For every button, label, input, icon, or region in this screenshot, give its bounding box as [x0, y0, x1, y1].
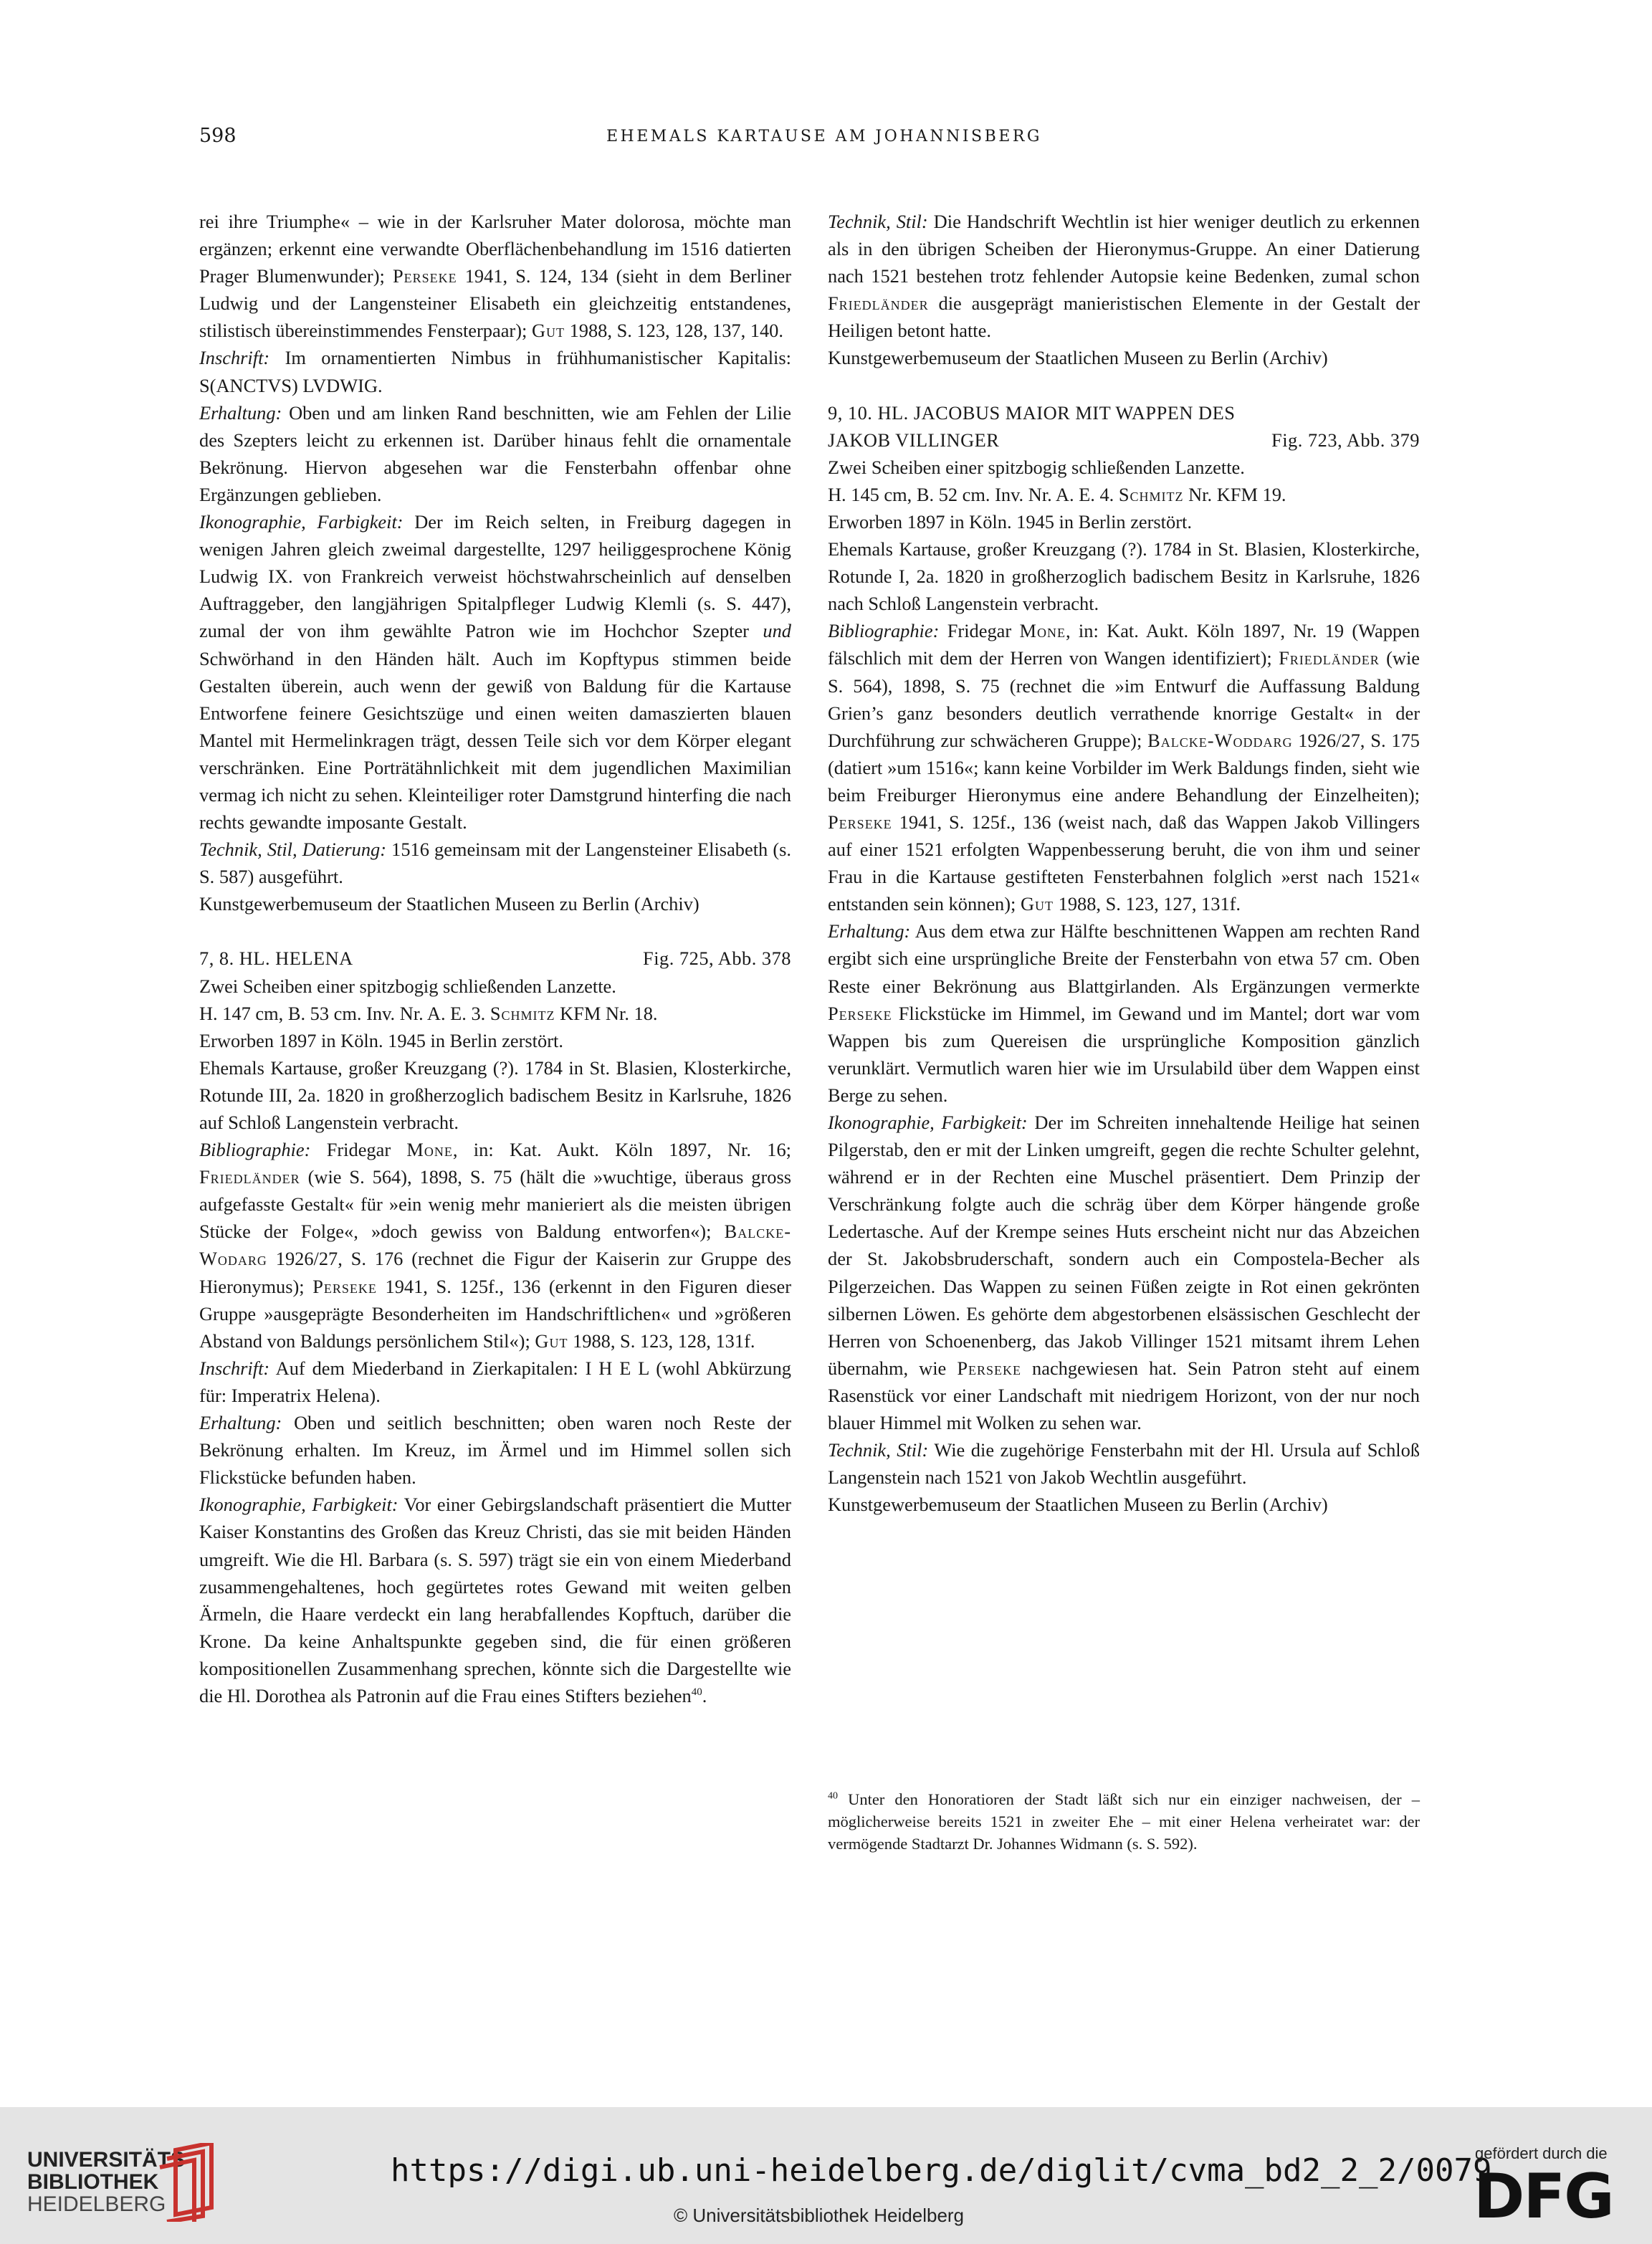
copyright-notice: © Universitätsbibliothek Heidelberg	[674, 2205, 965, 2226]
library-name[interactable]: UNIVERSITÄTS- BIBLIOTHEK HEIDELBERG	[27, 2148, 193, 2216]
archive-note: Kunstgewerbemuseum der Staatlichen Museen zu Berlin (Archiv)	[828, 1494, 1328, 1516]
paragraph: rei ihre Triumphe« – wie in der Karlsruher Mater dolorosa, möchte man ergänzen; erkennt eine verwandte Oberflächenbehandlung im 1516 datierten Prager Blumenwunder); Perseke 1941, S. 124, 134 (sieht in dem Berliner Ludwig und der Langensteiner Elisabeth ein gleichzeitig entstandenes, stilistisch übereinstimmendes Fensterpaar); Gut 1988, S. 123, 128, 137, 140.	[199, 211, 792, 342]
technique-paragraph: Technik, Stil: Wie die zugehörige Fensterbahn mit der Hl. Ursula auf Schloß Langenstein nach 1521 von Jakob Wechtlin ausgeführt.	[828, 1439, 1421, 1489]
entry-line: Zwei Scheiben einer spitzbogig schließenden Lanzette.	[199, 975, 616, 997]
entry-heading-jacobus: 9, 10. HL. JACOBUS MAIOR MIT WAPPEN DES	[828, 401, 1236, 424]
page-number: 598	[199, 125, 237, 147]
right-column	[828, 208, 1420, 1518]
technique-paragraph: Technik, Stil: Die Handschrift Wechtlin ist hier weniger deutlich zu erkennen als in den übrigen Scheiben der Hieronymus-Gruppe. An einer Datierung nach 1521 bestehen trotz fehlender Autopsie keine Bedenken, zumal schon Friedländer die ausgeprägt manieristischen Elemente in der Gestalt der Heiligen betont hatte.	[828, 211, 1420, 342]
bibliography-paragraph: Bibliographie: Fridegar Mone, in: Kat. Aukt. Köln 1897, Nr. 19 (Wappen fälschlich mit dem der Herren von Wangen identifiziert); Friedländer (wie S. 564), 1898, S. 75 (rechnet die »im Entwurf die Auffassung Baldung Grien’s ganz besonders deutlich verrathende knorrige Gestalt« in der Durchführung zur schwächeren Gruppe); Balcke-Woddarg 1926/27, S. 175 (datiert »um 1516«; kann keine Vorbilder im Werk Baldungs finden, sieht wie beim Freiburger Hieronymus eine andere Behandlung der Einzelheiten); Perseke 1941, S. 125f., 136 (weist nach, daß das Wappen Jakob Villingers auf einer 1521 erfolgten Wappenbesserung beruht, die von ihm und seiner Frau in die Kartause gestifteten Fensterbahnen folglich »erst nach 1521« entstanden sein können); Gut 1988, S. 123, 127, 131f.	[828, 620, 1420, 915]
ub-book-logo-icon	[154, 2143, 233, 2222]
document-url-link[interactable]: https://digi.ub.uni-heidelberg.de/diglit/cvma_bd2_2_2/0079	[391, 2152, 1492, 2189]
entry-line: Zwei Scheiben einer spitzbogig schließenden Lanzette.	[828, 456, 1245, 478]
iconography-paragraph: Ikonographie, Farbigkeit: Der im Reich selten, in Freiburg dagegen in wenigen Jahren gleich zweimal dargestellte, 1297 heiliggesprochene König Ludwig IX. von Frankreich verweist höchstwahrscheinlich auf denselben Auftraggeber, den langjährigen Spitalpfleger Ludwig Klemli (s. S. 447), zumal der von ihm gewählte Patron wie im Hochchor Szepter und Schwörhand in den Händen hält. Auch im Kopftypus stimmen beide Gestalten überein, auch wenn der gewiß von Baldung für die Kartause Entworfene feinere Gesichtszüge und einen weiten damaszierten blauen Mantel mit Hermelinkragen trägt, dessen Teile sich vor dem Körper elegant verschränken. Eine Porträtähnlichkeit mit dem jugendlichen Maximilian vermag ich nicht zu sehen. Kleinteiliger roter Damstgrund hinterfing die nach rechts gewandte imposante Gestalt.	[199, 511, 791, 834]
provenance-paragraph: Ehemals Kartause, großer Kreuzgang (?). 1784 in St. Blasien, Klosterkirche, Rotunde I, 2a. 1820 in großherzoglich badischem Besitz in Karlsruhe, 1826 nach Schloß Langenstein verbracht.	[828, 538, 1420, 615]
running-head: EHEMALS KARTAUSE AM JOHANNISBERG	[606, 128, 1042, 145]
entry-line: Erworben 1897 in Köln. 1945 in Berlin zerstört.	[199, 1029, 563, 1051]
inscription-paragraph: Inschrift: Im ornamentierten Nimbus in frühhumanistischer Kapitalis: S(ANCTVS) LVDWIG.	[199, 347, 791, 396]
condition-paragraph: Erhaltung: Oben und seitlich beschnitten; oben waren noch Reste der Bekrönung erhalten. Im Kreuz, im Ärmel und im Himmel sollen sich Flickstücke befunden haben.	[199, 1412, 791, 1489]
left-column	[199, 208, 791, 1709]
iconography-paragraph: Ikonographie, Farbigkeit: Vor einer Gebirgslandschaft präsentiert die Mutter Kaiser Konstantins des Großen das Kreuz Christi, das sie mit beiden Händen umgreift. Wie die Hl. Barbara (s. S. 597) trägt sie ein von einem Miederband zusammengehaltenes, hoch gegürtetes rotes Gewand mit weiten gelben Ärmeln, die Haare verdeckt ein lang herabfallendes Kopftuch, darüber die Krone. Da keine Anhaltspunkte gegeben sind, die für einen größeren kompositionellen Zusammenhang sprechen, könnte sich die Dargestellte wie die Hl. Dorothea als Patronin auf die Frau eines Stifters beziehen$^{40}$.	[199, 1494, 791, 1706]
dfg-logo[interactable]: DFG	[1474, 2161, 1613, 2233]
footnote-number: 40	[828, 1790, 838, 1802]
condition-paragraph: Erhaltung: Aus dem etwa zur Hälfte beschnittenen Wappen am rechten Rand ergibt sich eine ursprüngliche Breite der Fensterbahn von etwa 57 cm. Oben Reste einer Bekrönung aus Blattgirlanden. Als Ergänzungen vermerkte Perseke Flickstücke im Himmel, im Gewand und im Mantel; dort war vom Wappen bis zum Quereisen die ursprüngliche Komposition gänzlich verunklärt. Vermutlich waren hier wie im Ursulabild über dem Wappen einst Berge zu sehen.	[828, 920, 1420, 1106]
archive-note: Kunstgewerbemuseum der Staatlichen Museen zu Berlin (Archiv)	[828, 347, 1328, 369]
entry-heading-jacobus-line2: JAKOB VILLINGER Fig. 723, Abb. 379	[828, 429, 1420, 451]
entry-heading-helena: 7, 8. HL. HELENA Fig. 725, Abb. 378	[199, 947, 791, 970]
footnote-ref[interactable]: 40	[691, 1686, 702, 1699]
entry-line: H. 147 cm, B. 53 cm. Inv. Nr. A. E. 3. Schmitz KFM Nr. 18.	[199, 1002, 658, 1024]
technique-paragraph: Technik, Stil, Datierung: 1516 gemeinsam mit der Langensteiner Elisabeth (s. S. 587) ausgeführt.	[199, 839, 791, 888]
inscription-paragraph: Inschrift: Auf dem Miederband in Zierkapitalen: I H E L (wohl Abkürzung für: Imperatrix Helena).	[199, 1357, 791, 1406]
footnote: $^{40}$ Unter den Honoratioren der Stadt läßt sich nur ein einziger nachweisen, der – möglicherweise bereits 1521 in zweiter Ehe – mit einer Helena verheiratet war: der vermögende Stadtarzt Dr. Johannes Widmann (s. S. 592).	[828, 1790, 1420, 1853]
funding-label: gefördert durch die	[1475, 2144, 1608, 2162]
iconography-paragraph: Ikonographie, Farbigkeit: Der im Schreiten innehaltende Heilige hat seinen Pilgerstab, den er mit der Linken umgreift, gegen die rechte Schulter gelehnt, während er in der Rechten eine Muschel präsentiert. Dem Prinzip der Verschränkung folgte auch die schräg über dem Körper hängende große Ledertasche. Auf der Krempe seines Huts erscheint nicht nur das Abzeichen der St. Jakobsbruderschaft, sondern auch ein Compostela-Becher als Pilgerzeichen. Das Wappen zu seinen Füßen zeigte in Rot einen gekrönten silbernen Löwen. Es gehörte dem abgestorbenen elsässischen Geschlecht der Herren von Schoenenberg, das Jakob Villinger 1521 mitsamt ihrem Lehen übernahm, wie Perseke nachgewiesen hat. Sein Patron steht auf einem Rasenstück vor einer Landschaft mit niedrigem Horizont, von der nur noch blauer Himmel mit Wolken zu sehen war.	[828, 1112, 1421, 1434]
entry-line: H. 145 cm, B. 52 cm. Inv. Nr. A. E. 4. Schmitz Nr. KFM 19.	[828, 483, 1286, 505]
archive-note: Kunstgewerbemuseum der Staatlichen Museen zu Berlin (Archiv)	[199, 893, 700, 915]
bibliography-paragraph: Bibliographie: Fridegar Mone, in: Kat. Aukt. Köln 1897, Nr. 16; Friedländer (wie S. 564), 1898, S. 75 (hält die »wuchtige, überaus gross aufgefasste Gestalt« für »ein wenig mehr manieriert als die meisten übrigen Stücke der Folge«, »doch gewiss von Baldung entworfen«); Balcke-Wodarg 1926/27, S. 176 (rechnet die Figur der Kaiserin zur Gruppe des Hieronymus); Perseke 1941, S. 125f., 136 (erkennt in den Figuren dieser Gruppe »ausgeprägte Besonderheiten im Handschriftlichen« und »größeren Abstand von Baldungs persönlichem Stil«); Gut 1988, S. 123, 128, 131f.	[199, 1139, 791, 1352]
provenance-paragraph: Ehemals Kartause, großer Kreuzgang (?). 1784 in St. Blasien, Klosterkirche, Rotunde III, 2a. 1820 in großherzoglich badischem Besitz in Karlsruhe, 1826 auf Schloß Langenstein verbracht.	[199, 1056, 791, 1133]
condition-paragraph: Erhaltung: Oben und am linken Rand beschnitten, wie am Fehlen der Lilie des Szepters leicht zu erkennen ist. Darüber hinaus fehlt die ornamentale Bekrönung. Hiervon abgesehen war die Fensterbahn offenbar ohne Ergänzungen geblieben.	[199, 401, 791, 505]
entry-line: Erworben 1897 in Köln. 1945 in Berlin zerstört.	[828, 510, 1192, 533]
